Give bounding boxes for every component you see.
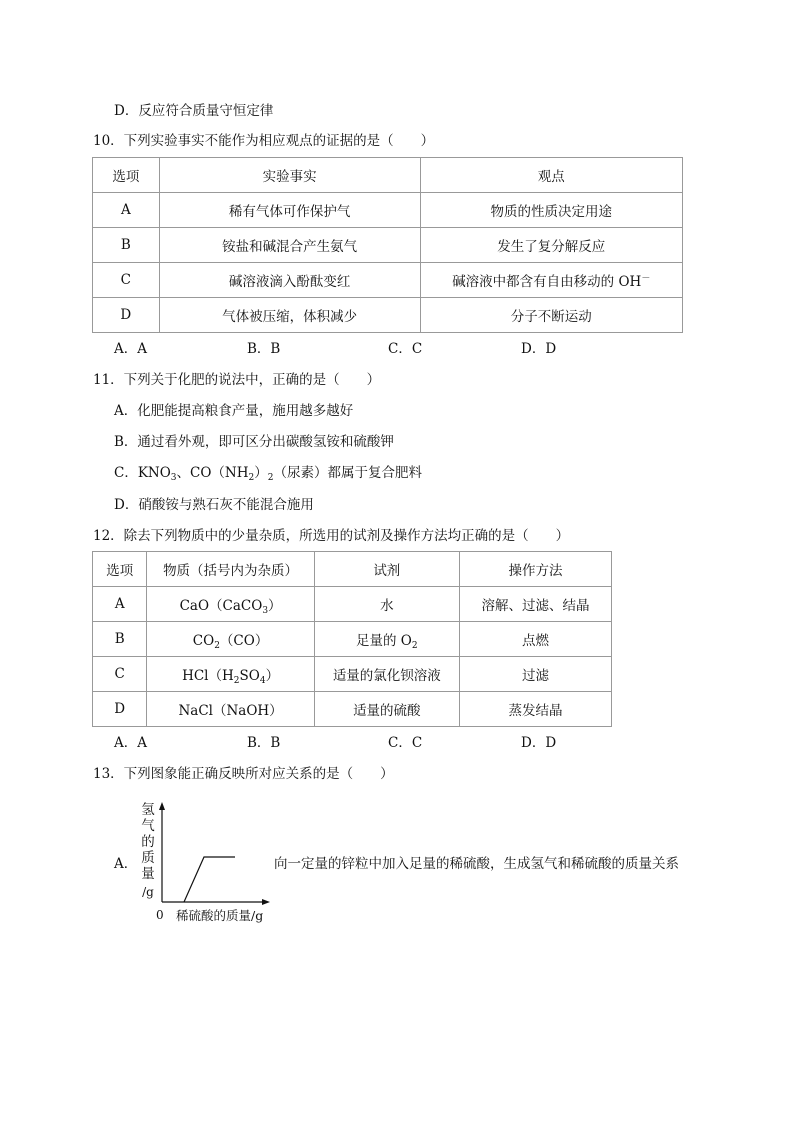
text-run: C．KNO — [114, 465, 171, 481]
subscript: 3 — [170, 473, 177, 483]
q10-stem: 10．下列实验事实不能作为相应观点的证据的是（ ） — [93, 133, 435, 149]
table-row — [93, 657, 612, 692]
q11-option-d: D．硝酸铵与熟石灰不能混合施用 — [114, 497, 314, 513]
text-run: CO — [192, 633, 215, 649]
table-row — [93, 298, 683, 333]
table-cell: 点燃 — [459, 622, 611, 657]
table-row — [93, 228, 683, 263]
table-cell: A — [93, 587, 147, 622]
table-row — [93, 263, 683, 298]
table-cell: 适量的氯化钡溶液 — [314, 657, 459, 692]
header-cell: 实验事实 — [159, 158, 420, 193]
oh-text: 碱溶液中都含有自由移动的 OH — [452, 274, 642, 290]
option-b: B．B — [247, 341, 281, 357]
table-row — [93, 622, 612, 657]
option-d: D．D — [521, 341, 557, 357]
origin-label: 0 — [156, 908, 164, 922]
y-axis-label-char: 的 — [141, 834, 155, 850]
table-cell — [147, 587, 314, 622]
text-run: CaO（CaCO — [179, 598, 263, 614]
table-cell: 过滤 — [459, 657, 611, 692]
q13-stem: 13．下列图象能正确反映所对应关系的是（ ） — [93, 766, 394, 782]
table-cell: D — [93, 692, 147, 727]
x-axis-label: 稀硫酸的质量/g — [176, 908, 264, 923]
x-axis-arrow — [262, 899, 270, 905]
text-run: 足量的 O — [356, 633, 412, 649]
text-run: SO — [239, 668, 260, 684]
table-cell: 气体被压缩，体积减少 — [159, 298, 420, 333]
table-row — [93, 193, 683, 228]
subscript: 2 — [267, 473, 274, 483]
option-d: D．D — [521, 735, 557, 751]
y-axis-label-char: 质 — [141, 850, 155, 866]
text-run: 、CO（NH — [176, 465, 249, 481]
table-cell: NaCl（NaOH） — [147, 692, 314, 727]
table-cell: 分子不断运动 — [420, 298, 682, 333]
q13-option-a-text: 向一定量的锌粒中加入足量的稀硫酸，生成氢气和稀硫酸的质量关系 — [274, 856, 679, 872]
q11-option-c — [114, 464, 422, 482]
option-a: A．A — [114, 735, 147, 751]
table-cell — [420, 263, 682, 298]
table-cell: C — [93, 657, 147, 692]
q10-table — [92, 157, 683, 333]
subscript: 3 — [262, 606, 269, 616]
table-cell — [314, 622, 459, 657]
table-cell — [147, 622, 314, 657]
option-a: A．A — [114, 341, 147, 357]
header-cell: 试剂 — [314, 552, 459, 587]
q11-stem: 11．下列关于化肥的说法中，正确的是（ ） — [93, 372, 381, 388]
y-axis-label-char: 量 — [141, 866, 155, 882]
y-axis-unit: /g — [142, 885, 154, 899]
subscript: 2 — [411, 641, 418, 651]
text-run: （CO） — [219, 633, 269, 649]
table-cell — [147, 657, 314, 692]
table-cell: 铵盐和碱混合产生氨气 — [159, 228, 420, 263]
table-cell: D — [93, 298, 160, 333]
table-header-row — [93, 158, 683, 193]
table-header-row — [93, 552, 612, 587]
table-cell: 蒸发结晶 — [459, 692, 611, 727]
hydrogen-curve — [184, 857, 235, 902]
q12-options — [114, 734, 556, 752]
text-run: HCl（H — [182, 668, 234, 684]
q13-graph — [140, 798, 280, 928]
q9-option-d: D．反应符合质量守恒定律 — [114, 103, 274, 119]
header-cell: 物质（括号内为杂质） — [147, 552, 314, 587]
table-cell: 适量的硫酸 — [314, 692, 459, 727]
subscript: 2 — [214, 641, 220, 651]
text-run: ） — [268, 598, 282, 614]
table-cell: 溶解、过滤、结晶 — [459, 587, 611, 622]
header-cell: 操作方法 — [459, 552, 611, 587]
subscript: 2 — [248, 473, 255, 483]
table-cell: C — [93, 263, 160, 298]
table-cell: 物质的性质决定用途 — [420, 193, 682, 228]
q12-stem: 12．除去下列物质中的少量杂质，所选用的试剂及操作方法均正确的是（ ） — [93, 528, 570, 544]
y-axis-arrow — [159, 802, 165, 810]
q11-option-b: B．通过看外观，即可区分出碳酸氢铵和硫酸钾 — [114, 434, 394, 450]
table-cell: 发生了复分解反应 — [420, 228, 682, 263]
table-row — [93, 692, 612, 727]
header-cell: 选项 — [93, 158, 160, 193]
subscript: 2 — [233, 676, 240, 686]
q13-option-a-label: A． — [114, 856, 138, 872]
y-axis-label-char: 气 — [141, 818, 155, 834]
table-row — [93, 587, 612, 622]
y-axis-label-char: 氢 — [141, 802, 155, 818]
subscript: 4 — [259, 676, 266, 686]
table-cell: B — [93, 622, 147, 657]
table-cell: 碱溶液滴入酚酞变红 — [159, 263, 420, 298]
option-c: C．C — [388, 735, 423, 751]
table-cell: 水 — [314, 587, 459, 622]
q11-option-a: A．化肥能提高粮食产量，施用越多越好 — [114, 403, 354, 419]
table-cell: 稀有气体可作保护气 — [159, 193, 420, 228]
header-cell: 选项 — [93, 552, 147, 587]
text-run: （尿素）都属于复合肥料 — [273, 465, 422, 481]
text-run: ） — [254, 465, 268, 481]
table-cell: B — [93, 228, 160, 263]
q10-options — [114, 340, 556, 358]
header-cell: 观点 — [420, 158, 682, 193]
oh-charge: － — [641, 274, 651, 284]
option-c: C．C — [388, 341, 423, 357]
text-run: ） — [265, 668, 280, 684]
q12-table — [92, 551, 612, 727]
option-b: B．B — [247, 735, 281, 751]
table-cell: A — [93, 193, 160, 228]
